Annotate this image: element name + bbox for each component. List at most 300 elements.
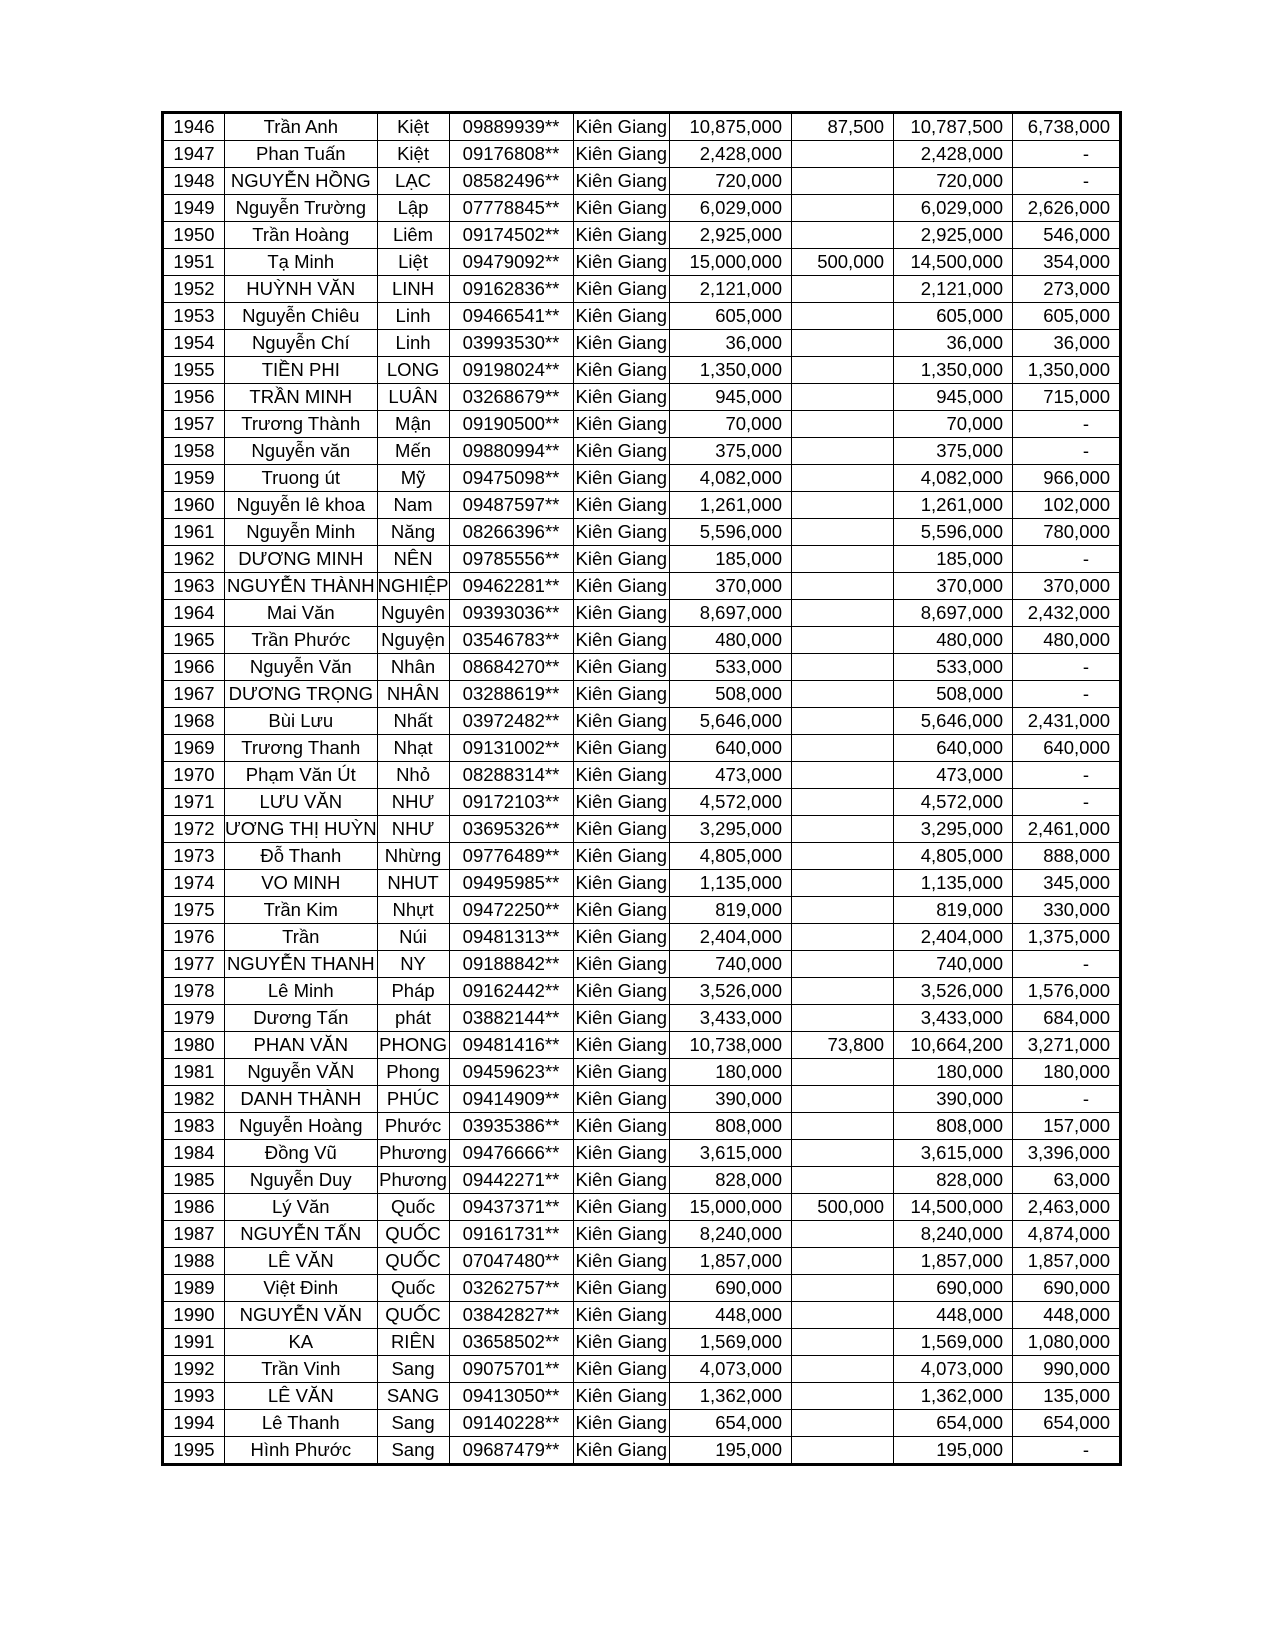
cell-gross-amount: 473,000: [670, 762, 792, 789]
cell-phone: 09162836**: [449, 276, 573, 303]
cell-phone: 09687479**: [449, 1437, 573, 1464]
cell-phone: 09176808**: [449, 141, 573, 168]
cell-phone: 09481313**: [449, 924, 573, 951]
cell-net-amount: 4,572,000: [894, 789, 1013, 816]
cell-gross-amount: 1,135,000: [670, 870, 792, 897]
cell-province: Kiên Giang: [573, 924, 670, 951]
cell-net-amount: 8,697,000: [894, 600, 1013, 627]
cell-given-name: Trần Hoàng: [225, 222, 378, 249]
cell-balance: 448,000: [1013, 1302, 1120, 1329]
cell-row-number: 1979: [164, 1005, 225, 1032]
cell-province: Kiên Giang: [573, 1275, 670, 1302]
cell-gross-amount: 3,526,000: [670, 978, 792, 1005]
cell-net-amount: 1,857,000: [894, 1248, 1013, 1275]
table-row: [164, 1113, 1120, 1140]
table-row: [164, 1140, 1120, 1167]
cell-balance: -: [1013, 411, 1120, 438]
cell-province: Kiên Giang: [573, 492, 670, 519]
cell-deduction: [792, 357, 894, 384]
cell-net-amount: 3,615,000: [894, 1140, 1013, 1167]
cell-row-number: 1952: [164, 276, 225, 303]
cell-row-number: 1980: [164, 1032, 225, 1059]
table-row: [164, 735, 1120, 762]
cell-province: Kiên Giang: [573, 1329, 670, 1356]
table-row: [164, 600, 1120, 627]
cell-balance: 888,000: [1013, 843, 1120, 870]
cell-balance: 480,000: [1013, 627, 1120, 654]
cell-deduction: [792, 492, 894, 519]
cell-gross-amount: 605,000: [670, 303, 792, 330]
cell-phone: 09161731**: [449, 1221, 573, 1248]
cell-phone: 08684270**: [449, 654, 573, 681]
cell-phone: 03935386**: [449, 1113, 573, 1140]
cell-phone: 09476666**: [449, 1140, 573, 1167]
cell-net-amount: 2,428,000: [894, 141, 1013, 168]
table-row: [164, 1032, 1120, 1059]
table-row: [164, 249, 1120, 276]
cell-deduction: [792, 276, 894, 303]
cell-province: Kiên Giang: [573, 249, 670, 276]
cell-balance: 180,000: [1013, 1059, 1120, 1086]
table-row: [164, 1302, 1120, 1329]
cell-net-amount: 3,295,000: [894, 816, 1013, 843]
cell-net-amount: 828,000: [894, 1167, 1013, 1194]
cell-given-name: LÊ VĂN: [225, 1248, 378, 1275]
table-row: [164, 897, 1120, 924]
cell-phone: 09495985**: [449, 870, 573, 897]
cell-first-name: Pháp: [377, 978, 449, 1005]
cell-gross-amount: 70,000: [670, 411, 792, 438]
cell-deduction: [792, 519, 894, 546]
cell-net-amount: 36,000: [894, 330, 1013, 357]
cell-first-name: NHƯ: [377, 789, 449, 816]
cell-province: Kiên Giang: [573, 1302, 670, 1329]
cell-first-name: PHÚC: [377, 1086, 449, 1113]
cell-deduction: 87,500: [792, 114, 894, 141]
cell-first-name: Kiệt: [377, 114, 449, 141]
cell-gross-amount: 6,029,000: [670, 195, 792, 222]
cell-given-name: Nguyễn Chí: [225, 330, 378, 357]
cell-given-name: Lý Văn: [225, 1194, 378, 1221]
cell-given-name: Nguyễn Minh: [225, 519, 378, 546]
cell-first-name: LẠC: [377, 168, 449, 195]
cell-given-name: Lê Thanh: [225, 1410, 378, 1437]
cell-balance: -: [1013, 546, 1120, 573]
cell-province: Kiên Giang: [573, 384, 670, 411]
cell-first-name: Liêm: [377, 222, 449, 249]
cell-province: Kiên Giang: [573, 1140, 670, 1167]
table-row: [164, 411, 1120, 438]
cell-deduction: [792, 1005, 894, 1032]
cell-row-number: 1964: [164, 600, 225, 627]
cell-deduction: [792, 195, 894, 222]
cell-balance: 1,080,000: [1013, 1329, 1120, 1356]
cell-deduction: [792, 816, 894, 843]
table-row: [164, 195, 1120, 222]
cell-first-name: Phương: [377, 1140, 449, 1167]
cell-net-amount: 10,664,200: [894, 1032, 1013, 1059]
cell-given-name: Trần Kim: [225, 897, 378, 924]
cell-row-number: 1988: [164, 1248, 225, 1275]
cell-row-number: 1946: [164, 114, 225, 141]
cell-row-number: 1962: [164, 546, 225, 573]
cell-province: Kiên Giang: [573, 411, 670, 438]
cell-row-number: 1968: [164, 708, 225, 735]
cell-net-amount: 2,404,000: [894, 924, 1013, 951]
cell-phone: 03695326**: [449, 816, 573, 843]
cell-given-name: KA: [225, 1329, 378, 1356]
cell-first-name: Kiệt: [377, 141, 449, 168]
table-row: [164, 1005, 1120, 1032]
table-row: [164, 1059, 1120, 1086]
cell-gross-amount: 15,000,000: [670, 1194, 792, 1221]
cell-row-number: 1977: [164, 951, 225, 978]
cell-province: Kiên Giang: [573, 951, 670, 978]
table-row: [164, 924, 1120, 951]
cell-net-amount: 480,000: [894, 627, 1013, 654]
cell-province: Kiên Giang: [573, 303, 670, 330]
cell-gross-amount: 10,738,000: [670, 1032, 792, 1059]
cell-gross-amount: 15,000,000: [670, 249, 792, 276]
cell-net-amount: 4,073,000: [894, 1356, 1013, 1383]
cell-phone: 09466541**: [449, 303, 573, 330]
cell-row-number: 1971: [164, 789, 225, 816]
cell-gross-amount: 195,000: [670, 1437, 792, 1464]
cell-given-name: Bùi Lưu: [225, 708, 378, 735]
cell-province: Kiên Giang: [573, 519, 670, 546]
cell-phone: 09190500**: [449, 411, 573, 438]
cell-deduction: [792, 1275, 894, 1302]
cell-balance: 1,375,000: [1013, 924, 1120, 951]
cell-province: Kiên Giang: [573, 1032, 670, 1059]
cell-gross-amount: 4,572,000: [670, 789, 792, 816]
cell-net-amount: 185,000: [894, 546, 1013, 573]
cell-province: Kiên Giang: [573, 1086, 670, 1113]
cell-balance: 63,000: [1013, 1167, 1120, 1194]
cell-province: Kiên Giang: [573, 978, 670, 1005]
cell-given-name: NGUYỄN VĂN: [225, 1302, 378, 1329]
cell-given-name: Trần: [225, 924, 378, 951]
cell-first-name: Mỹ: [377, 465, 449, 492]
cell-row-number: 1954: [164, 330, 225, 357]
cell-phone: 03658502**: [449, 1329, 573, 1356]
cell-gross-amount: 1,857,000: [670, 1248, 792, 1275]
cell-net-amount: 70,000: [894, 411, 1013, 438]
cell-balance: 157,000: [1013, 1113, 1120, 1140]
cell-province: Kiên Giang: [573, 1221, 670, 1248]
cell-net-amount: 808,000: [894, 1113, 1013, 1140]
cell-row-number: 1951: [164, 249, 225, 276]
cell-deduction: [792, 1140, 894, 1167]
cell-row-number: 1958: [164, 438, 225, 465]
cell-balance: 966,000: [1013, 465, 1120, 492]
cell-first-name: phát: [377, 1005, 449, 1032]
cell-net-amount: 1,261,000: [894, 492, 1013, 519]
cell-phone: 09462281**: [449, 573, 573, 600]
cell-gross-amount: 8,697,000: [670, 600, 792, 627]
cell-row-number: 1991: [164, 1329, 225, 1356]
cell-phone: 09487597**: [449, 492, 573, 519]
cell-first-name: Năng: [377, 519, 449, 546]
cell-phone: 09475098**: [449, 465, 573, 492]
cell-first-name: Sang: [377, 1410, 449, 1437]
cell-balance: 273,000: [1013, 276, 1120, 303]
cell-balance: 2,431,000: [1013, 708, 1120, 735]
cell-province: Kiên Giang: [573, 1356, 670, 1383]
cell-deduction: [792, 384, 894, 411]
cell-first-name: LONG: [377, 357, 449, 384]
cell-net-amount: 5,646,000: [894, 708, 1013, 735]
cell-balance: 546,000: [1013, 222, 1120, 249]
cell-phone: 03842827**: [449, 1302, 573, 1329]
cell-province: Kiên Giang: [573, 546, 670, 573]
cell-balance: -: [1013, 168, 1120, 195]
cell-balance: -: [1013, 1086, 1120, 1113]
table-row: [164, 438, 1120, 465]
cell-given-name: Nguyễn Văn: [225, 654, 378, 681]
cell-first-name: Liệt: [377, 249, 449, 276]
cell-deduction: 500,000: [792, 1194, 894, 1221]
cell-row-number: 1983: [164, 1113, 225, 1140]
cell-given-name: DƯƠNG MINH: [225, 546, 378, 573]
cell-first-name: Sang: [377, 1356, 449, 1383]
cell-first-name: Nhất: [377, 708, 449, 735]
cell-balance: 2,463,000: [1013, 1194, 1120, 1221]
cell-row-number: 1961: [164, 519, 225, 546]
cell-province: Kiên Giang: [573, 438, 670, 465]
cell-balance: 715,000: [1013, 384, 1120, 411]
cell-gross-amount: 533,000: [670, 654, 792, 681]
cell-province: Kiên Giang: [573, 1167, 670, 1194]
cell-gross-amount: 2,404,000: [670, 924, 792, 951]
cell-row-number: 1957: [164, 411, 225, 438]
cell-province: Kiên Giang: [573, 627, 670, 654]
cell-row-number: 1987: [164, 1221, 225, 1248]
cell-deduction: [792, 789, 894, 816]
cell-deduction: [792, 843, 894, 870]
table-row: [164, 519, 1120, 546]
table-row: [164, 1383, 1120, 1410]
cell-first-name: Sang: [377, 1437, 449, 1464]
cell-province: Kiên Giang: [573, 573, 670, 600]
cell-given-name: Trần Anh: [225, 114, 378, 141]
cell-deduction: [792, 1356, 894, 1383]
cell-deduction: [792, 1113, 894, 1140]
cell-deduction: [792, 1437, 894, 1464]
cell-first-name: PHONG: [377, 1032, 449, 1059]
table-row: [164, 222, 1120, 249]
cell-province: Kiên Giang: [573, 1194, 670, 1221]
cell-deduction: [792, 708, 894, 735]
cell-gross-amount: 819,000: [670, 897, 792, 924]
cell-balance: 345,000: [1013, 870, 1120, 897]
cell-given-name: LƯU VĂN: [225, 789, 378, 816]
cell-deduction: [792, 924, 894, 951]
cell-first-name: QUỐC: [377, 1221, 449, 1248]
table-row: [164, 654, 1120, 681]
cell-first-name: Nguyện: [377, 627, 449, 654]
cell-phone: 03882144**: [449, 1005, 573, 1032]
cell-deduction: [792, 897, 894, 924]
cell-balance: -: [1013, 654, 1120, 681]
cell-first-name: RIÊN: [377, 1329, 449, 1356]
cell-deduction: [792, 303, 894, 330]
cell-row-number: 1981: [164, 1059, 225, 1086]
cell-province: Kiên Giang: [573, 600, 670, 627]
cell-row-number: 1950: [164, 222, 225, 249]
cell-first-name: Phong: [377, 1059, 449, 1086]
cell-given-name: Nguyễn Chiêu: [225, 303, 378, 330]
cell-net-amount: 3,433,000: [894, 1005, 1013, 1032]
cell-province: Kiên Giang: [573, 330, 670, 357]
cell-row-number: 1993: [164, 1383, 225, 1410]
cell-balance: 135,000: [1013, 1383, 1120, 1410]
cell-gross-amount: 5,646,000: [670, 708, 792, 735]
cell-province: Kiên Giang: [573, 1113, 670, 1140]
cell-balance: 640,000: [1013, 735, 1120, 762]
cell-deduction: [792, 1086, 894, 1113]
cell-balance: -: [1013, 951, 1120, 978]
cell-balance: 990,000: [1013, 1356, 1120, 1383]
cell-row-number: 1969: [164, 735, 225, 762]
cell-balance: 684,000: [1013, 1005, 1120, 1032]
cell-given-name: PHAN VĂN: [225, 1032, 378, 1059]
cell-gross-amount: 1,569,000: [670, 1329, 792, 1356]
cell-province: Kiên Giang: [573, 1248, 670, 1275]
cell-deduction: [792, 951, 894, 978]
cell-gross-amount: 1,362,000: [670, 1383, 792, 1410]
cell-province: Kiên Giang: [573, 708, 670, 735]
cell-phone: 09174502**: [449, 222, 573, 249]
cell-row-number: 1953: [164, 303, 225, 330]
cell-first-name: NHƯ: [377, 816, 449, 843]
cell-balance: 654,000: [1013, 1410, 1120, 1437]
cell-gross-amount: 10,875,000: [670, 114, 792, 141]
cell-net-amount: 945,000: [894, 384, 1013, 411]
cell-first-name: NY: [377, 951, 449, 978]
cell-province: Kiên Giang: [573, 195, 670, 222]
cell-first-name: Nhạt: [377, 735, 449, 762]
table-row: [164, 168, 1120, 195]
cell-row-number: 1990: [164, 1302, 225, 1329]
cell-gross-amount: 720,000: [670, 168, 792, 195]
cell-province: Kiên Giang: [573, 1059, 670, 1086]
cell-phone: 08266396**: [449, 519, 573, 546]
cell-province: Kiên Giang: [573, 762, 670, 789]
data-table: [163, 113, 1120, 1464]
table-row: [164, 1410, 1120, 1437]
cell-given-name: TIỀN PHI: [225, 357, 378, 384]
cell-province: Kiên Giang: [573, 870, 670, 897]
cell-row-number: 1989: [164, 1275, 225, 1302]
cell-row-number: 1960: [164, 492, 225, 519]
table-row: [164, 1329, 1120, 1356]
cell-row-number: 1955: [164, 357, 225, 384]
cell-balance: 3,271,000: [1013, 1032, 1120, 1059]
table-row: [164, 384, 1120, 411]
cell-net-amount: 533,000: [894, 654, 1013, 681]
cell-deduction: [792, 411, 894, 438]
cell-net-amount: 195,000: [894, 1437, 1013, 1464]
cell-row-number: 1992: [164, 1356, 225, 1383]
cell-first-name: LINH: [377, 276, 449, 303]
cell-first-name: Mận: [377, 411, 449, 438]
cell-net-amount: 720,000: [894, 168, 1013, 195]
cell-phone: 09172103**: [449, 789, 573, 816]
cell-given-name: Nguyễn lê khoa: [225, 492, 378, 519]
cell-balance: 36,000: [1013, 330, 1120, 357]
cell-given-name: DƯƠNG TRỌNG: [225, 681, 378, 708]
cell-gross-amount: 390,000: [670, 1086, 792, 1113]
table-row: [164, 789, 1120, 816]
table-row: [164, 465, 1120, 492]
cell-deduction: 73,800: [792, 1032, 894, 1059]
table-row: [164, 843, 1120, 870]
cell-deduction: 500,000: [792, 249, 894, 276]
cell-province: Kiên Giang: [573, 735, 670, 762]
cell-province: Kiên Giang: [573, 1437, 670, 1464]
table-row: [164, 816, 1120, 843]
cell-province: Kiên Giang: [573, 654, 670, 681]
cell-row-number: 1995: [164, 1437, 225, 1464]
cell-gross-amount: 828,000: [670, 1167, 792, 1194]
cell-gross-amount: 4,805,000: [670, 843, 792, 870]
cell-phone: 08582496**: [449, 168, 573, 195]
cell-gross-amount: 185,000: [670, 546, 792, 573]
cell-phone: 09459623**: [449, 1059, 573, 1086]
cell-balance: 2,626,000: [1013, 195, 1120, 222]
cell-net-amount: 14,500,000: [894, 249, 1013, 276]
cell-first-name: NGHIỆP: [377, 573, 449, 600]
cell-row-number: 1986: [164, 1194, 225, 1221]
table-row: [164, 573, 1120, 600]
cell-balance: 605,000: [1013, 303, 1120, 330]
cell-net-amount: 2,925,000: [894, 222, 1013, 249]
cell-balance: 330,000: [1013, 897, 1120, 924]
cell-phone: 03993530**: [449, 330, 573, 357]
cell-net-amount: 654,000: [894, 1410, 1013, 1437]
cell-given-name: HUỲNH VĂN: [225, 276, 378, 303]
cell-row-number: 1970: [164, 762, 225, 789]
cell-net-amount: 3,526,000: [894, 978, 1013, 1005]
cell-balance: 3,396,000: [1013, 1140, 1120, 1167]
cell-deduction: [792, 546, 894, 573]
cell-phone: 09188842**: [449, 951, 573, 978]
table-row: [164, 708, 1120, 735]
cell-first-name: Nhỏ: [377, 762, 449, 789]
cell-given-name: Lê Minh: [225, 978, 378, 1005]
cell-gross-amount: 945,000: [670, 384, 792, 411]
cell-given-name: Nguyễn Trường: [225, 195, 378, 222]
cell-balance: 1,350,000: [1013, 357, 1120, 384]
cell-gross-amount: 2,428,000: [670, 141, 792, 168]
cell-given-name: NGUYỄN THANH: [225, 951, 378, 978]
cell-given-name: Nguyễn VĂN: [225, 1059, 378, 1086]
cell-province: Kiên Giang: [573, 681, 670, 708]
cell-phone: 09481416**: [449, 1032, 573, 1059]
table-row: [164, 978, 1120, 1005]
cell-balance: 370,000: [1013, 573, 1120, 600]
cell-first-name: Nhân: [377, 654, 449, 681]
cell-phone: 09889939**: [449, 114, 573, 141]
cell-net-amount: 390,000: [894, 1086, 1013, 1113]
cell-phone: 09393036**: [449, 600, 573, 627]
cell-phone: 09198024**: [449, 357, 573, 384]
cell-phone: 07047480**: [449, 1248, 573, 1275]
table-row: [164, 114, 1120, 141]
cell-balance: -: [1013, 789, 1120, 816]
cell-given-name: ƯƠNG THỊ HUỲN: [225, 816, 378, 843]
